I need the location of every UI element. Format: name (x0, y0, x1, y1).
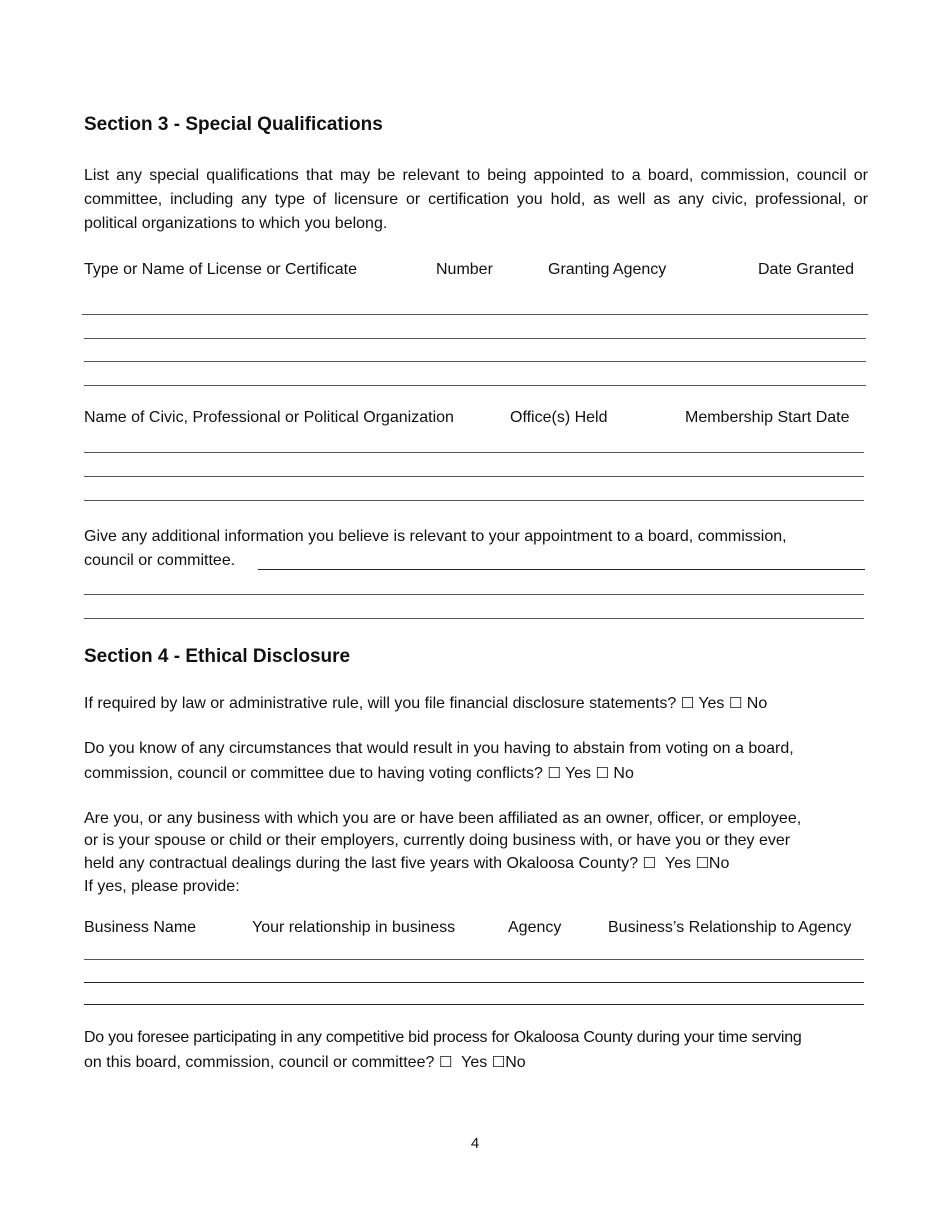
yes-label: Yes (698, 695, 725, 712)
license-entry-line[interactable] (82, 314, 868, 315)
license-col-number: Number (436, 261, 493, 278)
org-col-office: Office(s) Held (510, 409, 608, 426)
business-col-agency-relationship: Business’s Relationship to Agency (608, 919, 852, 936)
question-financial-disclosure (84, 692, 767, 715)
no-label: No (708, 855, 730, 872)
additional-info-prompt-cont: council or committee. (84, 552, 236, 569)
org-col-start: Membership Start Date (685, 409, 850, 426)
business-entry-line[interactable] (84, 982, 864, 983)
license-entry-line[interactable] (84, 361, 866, 362)
no-checkbox[interactable]: ☐ (491, 1053, 506, 1071)
question-business-line1: Are you, or any business with which you are or have been affiliated as an owner, officer, or employee, (84, 810, 802, 827)
license-col-date: Date Granted (758, 261, 855, 278)
business-entry-line[interactable] (84, 1004, 864, 1005)
yes-checkbox[interactable]: ☐ (680, 694, 695, 712)
additional-info-prompt: Give any additional information you believe is relevant to your appointment to a board, commission, (84, 528, 787, 545)
no-checkbox[interactable]: ☐ (595, 764, 609, 782)
business-col-agency: Agency (508, 919, 562, 936)
yes-checkbox[interactable]: ☐ (547, 764, 561, 782)
question-business-line2: or is your spouse or child or their employers, currently doing business with, or have you or they ever (84, 832, 791, 849)
question-text: on this board, commission, council or committee? (84, 1054, 435, 1071)
no-label: No (613, 765, 634, 782)
business-col-relationship: Your relationship in business (252, 919, 456, 936)
question-abstain-line1: Do you know of any circumstances that would result in you having to abstain from voting on a board, (84, 740, 794, 757)
license-entry-line[interactable] (84, 338, 866, 339)
business-entry-line[interactable] (84, 959, 864, 960)
org-col-name: Name of Civic, Professional or Political Organization (84, 409, 454, 426)
additional-info-line[interactable] (258, 569, 865, 570)
additional-info-line[interactable] (84, 618, 864, 619)
question-abstain (84, 762, 634, 785)
business-followup-prompt: If yes, please provide: (84, 878, 240, 895)
question-business (84, 852, 729, 875)
yes-label: Yes (664, 855, 691, 872)
org-entry-line[interactable] (84, 500, 864, 501)
question-bid-line1: Do you foresee participating in any competitive bid process for Okaloosa County during your time serving (84, 1029, 802, 1046)
license-col-type: Type or Name of License or Certificate (84, 261, 358, 278)
license-entry-line[interactable] (84, 385, 866, 386)
no-checkbox[interactable]: ☐ (728, 694, 743, 712)
business-col-name: Business Name (84, 919, 197, 936)
question-text: held any contractual dealings during the last five years with Okaloosa County? (84, 855, 639, 872)
license-col-agency: Granting Agency (548, 261, 667, 278)
yes-checkbox[interactable]: ☐ (642, 854, 656, 872)
no-checkbox[interactable]: ☐ (695, 854, 709, 872)
yes-checkbox[interactable]: ☐ (438, 1053, 453, 1071)
yes-label: Yes (461, 1054, 488, 1071)
section-3-heading: Section 3 - Special Qualifications (84, 114, 383, 135)
org-entry-line[interactable] (84, 452, 864, 453)
section-3-intro: List any special qualifications that may be relevant to being appointed to a board, commission, council or committee, including any type of licensure or certification you hold, as well as any civic, professional, or political organizations to which you belong. (84, 167, 868, 232)
yes-label: Yes (564, 765, 592, 782)
question-bid (84, 1051, 526, 1074)
page-number: 4 (470, 1135, 480, 1152)
org-entry-line[interactable] (84, 476, 864, 477)
no-label: No (746, 695, 768, 712)
no-label: No (505, 1054, 526, 1071)
question-text: commission, council or committee due to having voting conflicts? (84, 765, 543, 782)
section-4-heading: Section 4 - Ethical Disclosure (84, 646, 351, 667)
question-text: If required by law or administrative rule, will you file financial disclosure statements? (84, 695, 677, 712)
additional-info-line[interactable] (84, 594, 864, 595)
